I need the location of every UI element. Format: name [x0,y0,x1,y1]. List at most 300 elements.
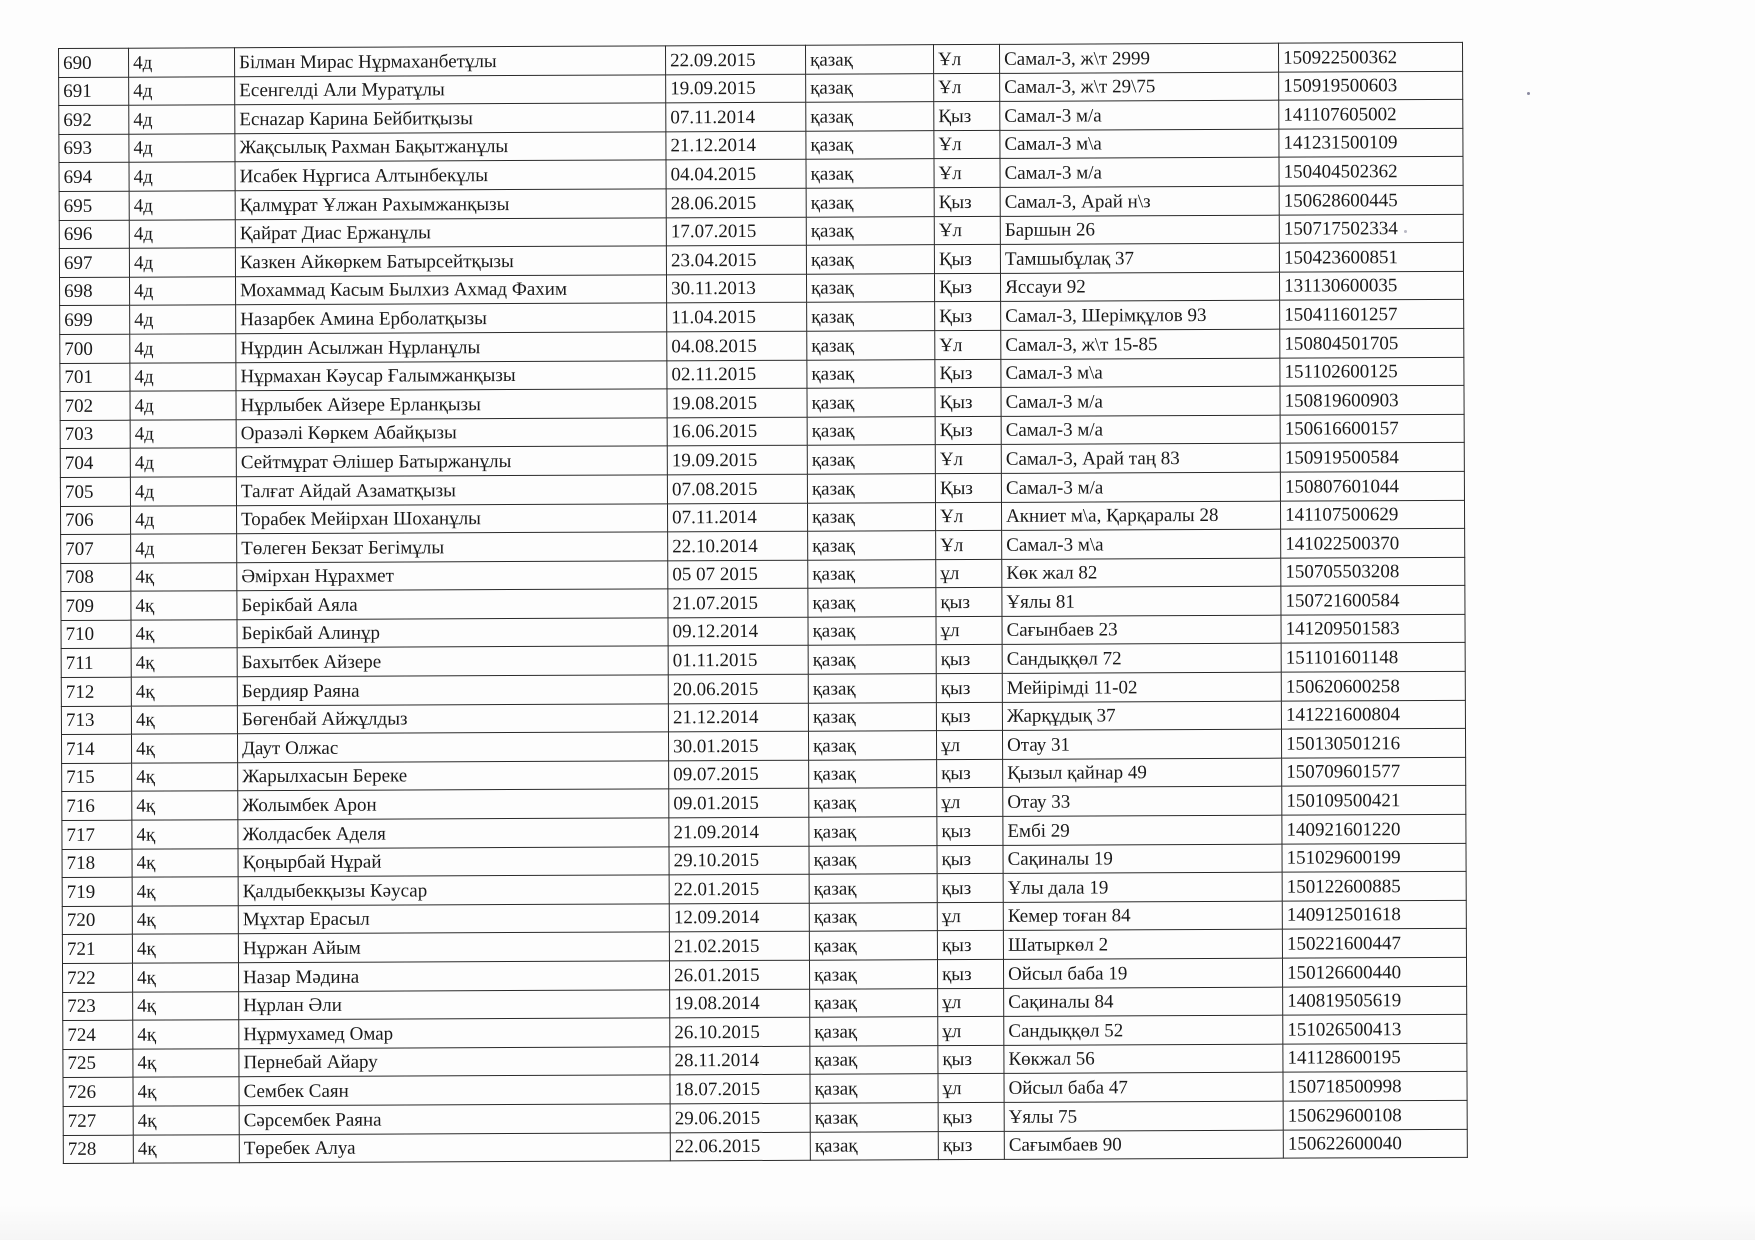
class-cell: 4қ [131,562,237,591]
roster-body [59,42,1468,1163]
sex-cell: Ұл [934,216,1000,245]
nationality-cell: қазақ [809,874,937,903]
row-number-cell: 701 [60,363,130,392]
birth-date-cell: 26.10.2015 [670,1017,810,1046]
iin-cell: 141128600195 [1283,1043,1467,1072]
student-name-cell: Нұрдин Асылжан Нұрланұлы [236,332,667,362]
student-name-cell: Есенгелді Али Муратұлы [235,74,666,104]
iin-cell: 150122600885 [1282,872,1466,901]
nationality-cell: қазақ [809,902,937,931]
row-number-cell: 718 [62,849,132,878]
address-cell: Самал-3 м\а [1000,129,1279,159]
birth-date-cell: 29.10.2015 [669,846,809,875]
student-name-cell: Қалдыбекқызы Кәусар [238,875,669,905]
iin-cell: 150411601257 [1280,300,1464,329]
student-name-cell: Исабек Нұргиса Алтынбекұлы [235,160,666,190]
class-cell: 4қ [132,963,238,992]
sex-cell: Ұл [935,330,1001,359]
student-name-cell: Білман Мирас Нұрмаханбетұлы [235,46,666,76]
iin-cell: 150620600258 [1281,671,1465,700]
student-name-cell: Берікбай Аяла [237,589,668,619]
row-number-cell: 721 [62,935,132,964]
class-cell: 4қ [131,648,237,677]
address-cell: Сағымбаев 90 [1004,1130,1283,1160]
row-number-cell: 692 [59,105,129,134]
student-name-cell: Нұрмухамед Омар [239,1018,670,1048]
student-name-cell: Нұржан Айым [238,932,669,962]
iin-cell: 141107500629 [1280,500,1464,529]
class-cell: 4д [130,391,236,420]
nationality-cell: қазақ [807,416,935,445]
iin-cell: 150709601577 [1282,757,1466,786]
iin-cell: 150705503208 [1281,557,1465,586]
sex-cell: қыз [937,874,1003,903]
address-cell: Қызыл қайнар 49 [1003,758,1282,788]
address-cell: Ұлы дала 19 [1003,872,1282,902]
class-cell: 4д [130,505,236,534]
birth-date-cell: 26.01.2015 [669,960,809,989]
row-number-cell: 696 [59,220,129,249]
class-cell: 4д [129,76,235,105]
class-cell: 4д [130,334,236,363]
address-cell: Самал-3, ж\т 2999 [999,43,1278,73]
row-number-cell: 710 [61,620,131,649]
iin-cell: 150919500603 [1279,71,1463,100]
address-cell: Самал-3 м/а [1000,100,1279,130]
nationality-cell: қазақ [807,502,935,531]
class-cell: 4қ [132,820,238,849]
student-name-cell: Қалмұрат Ұлжан Рахымжанқызы [235,189,666,219]
birth-date-cell: 09.01.2015 [669,789,809,818]
birth-date-cell: 01.11.2015 [668,646,808,675]
iin-cell: 150922500362 [1278,42,1462,71]
birth-date-cell: 09.07.2015 [669,760,809,789]
class-cell: 4д [130,305,236,334]
sex-cell: қыз [937,759,1003,788]
sex-cell: ұл [936,616,1002,645]
birth-date-cell: 20.06.2015 [668,674,808,703]
student-name-cell: Нұрмахан Кәусар Ғалымжанқызы [236,360,667,390]
nationality-cell: қазақ [810,1131,938,1160]
sex-cell: ұл [938,1074,1004,1103]
sex-cell: Қыз [935,416,1001,445]
class-cell: 4қ [132,934,238,963]
address-cell: Самал-3 м/а [1001,386,1280,416]
student-name-cell: Әмірхан Нұрахмет [237,561,668,591]
iin-cell: 150126600440 [1282,957,1466,986]
address-cell: Самал-3, Арай таң 83 [1001,443,1280,473]
birth-date-cell: 07.11.2014 [667,503,807,532]
row-number-cell: 724 [63,1020,133,1049]
nationality-cell: қазақ [809,817,937,846]
row-number-cell: 722 [62,963,132,992]
row-number-cell: 699 [60,306,130,335]
iin-cell: 141209501583 [1281,614,1465,643]
class-cell: 4қ [131,705,237,734]
address-cell: Баршын 26 [1000,215,1279,245]
iin-cell: 150423600851 [1279,243,1463,272]
sex-cell: Қыз [935,473,1001,502]
class-cell: 4қ [133,1077,239,1106]
nationality-cell: қазақ [809,788,937,817]
row-number-cell: 712 [61,677,131,706]
student-name-cell: Нұрлан Әли [239,989,670,1019]
iin-cell: 150628600445 [1279,185,1463,214]
address-cell: Самал-3 м\а [1002,529,1281,559]
birth-date-cell: 07.11.2014 [666,102,806,131]
iin-cell: 141231500109 [1279,128,1463,157]
nationality-cell: қазақ [806,245,934,274]
birth-date-cell: 04.04.2015 [666,160,806,189]
birth-date-cell: 17.07.2015 [666,217,806,246]
row-number-cell: 690 [59,48,129,77]
birth-date-cell: 18.07.2015 [670,1075,810,1104]
nationality-cell: қазақ [810,1103,938,1132]
nationality-cell: қазақ [810,1017,938,1046]
student-name-cell: Жолдасбек Аделя [238,818,669,848]
class-cell: 4қ [133,1106,239,1135]
row-number-cell: 713 [61,706,131,735]
class-cell: 4д [129,105,235,134]
birth-date-cell: 23.04.2015 [666,245,806,274]
sex-cell: Ұл [934,130,1000,159]
student-name-cell: Төребек Алуа [239,1132,670,1162]
address-cell: Самал-3 м/а [1001,472,1280,502]
address-cell: Сақиналы 84 [1004,987,1283,1017]
birth-date-cell: 12.09.2014 [669,903,809,932]
student-name-cell: Берікбай Алинұр [237,618,668,648]
sex-cell: Қыз [935,388,1001,417]
row-number-cell: 697 [59,248,129,277]
birth-date-cell: 22.09.2015 [665,45,805,74]
sex-cell: Ұл [934,73,1000,102]
student-name-cell: Мохаммад Касым Былхиз Ахмад Фахим [235,275,666,305]
class-cell: 4д [129,191,235,220]
birth-date-cell: 22.06.2015 [670,1132,810,1161]
address-cell: Көк жал 82 [1002,558,1281,588]
birth-date-cell: 28.11.2014 [670,1046,810,1075]
birth-date-cell: 19.09.2015 [666,74,806,103]
address-cell: Ойсыл баба 19 [1003,958,1282,988]
student-name-cell: Торабек Мейірхан Шоханұлы [236,503,667,533]
address-cell: Сақиналы 19 [1003,844,1282,874]
nationality-cell: қазақ [810,988,938,1017]
class-cell: 4д [131,534,237,563]
address-cell: Самал-3 м/а [1000,158,1279,188]
row-number-cell: 717 [62,820,132,849]
sex-cell: ұл [938,1017,1004,1046]
nationality-cell: қазақ [807,302,935,331]
sex-cell: Қыз [934,102,1000,131]
sex-cell: Қыз [935,359,1001,388]
nationality-cell: қазақ [808,645,936,674]
birth-date-cell: 21.02.2015 [669,932,809,961]
class-cell: 4қ [133,1134,239,1163]
class-cell: 4қ [131,620,237,649]
nationality-cell: қазақ [809,931,937,960]
iin-cell: 150622600040 [1283,1129,1467,1158]
table-row [63,1129,1467,1164]
student-name-cell: Жолымбек Арон [238,789,669,819]
class-cell: 4қ [132,906,238,935]
iin-cell: 150404502362 [1279,157,1463,186]
address-cell: Яссауи 92 [1000,272,1279,302]
nationality-cell: қазақ [806,73,934,102]
scan-speck [1404,230,1407,233]
student-name-cell: Бахытбек Айзере [237,646,668,676]
student-name-cell: Бөгенбай Айжұлдыз [237,703,668,733]
row-number-cell: 693 [59,134,129,163]
nationality-cell: қазақ [810,1045,938,1074]
row-number-cell: 704 [60,449,130,478]
address-cell: Самал-3 м\а [1001,358,1280,388]
nationality-cell: қазақ [809,960,937,989]
iin-cell: 150629600108 [1283,1100,1467,1129]
iin-cell: 150721600584 [1281,586,1465,615]
address-cell: Сандыққөл 72 [1002,644,1281,674]
iin-cell: 150221600447 [1282,929,1466,958]
nationality-cell: қазақ [807,331,935,360]
address-cell: Тамшыбұлақ 37 [1000,243,1279,273]
class-cell: 4д [129,248,235,277]
address-cell: Самал-3, ж\т 29\75 [1000,72,1279,102]
class-cell: 4қ [132,791,238,820]
student-name-cell: Мұхтар Ерасыл [238,904,669,934]
iin-cell: 150919500584 [1280,443,1464,472]
student-name-cell: Оразәлі Көркем Абайқызы [236,418,667,448]
class-cell: 4д [130,477,236,506]
class-cell: 4д [130,419,236,448]
nationality-cell: қазақ [808,731,936,760]
sex-cell: қыз [936,645,1002,674]
address-cell: Отау 33 [1003,787,1282,817]
class-cell: 4қ [133,1049,239,1078]
sex-cell: Қыз [935,302,1001,331]
student-name-cell: Казкен Айкөркем Батырсейтқызы [235,246,666,276]
nationality-cell: қазақ [809,845,937,874]
student-name-cell: Даут Олжас [237,732,668,762]
row-number-cell: 709 [61,591,131,620]
row-number-cell: 716 [62,792,132,821]
row-number-cell: 698 [60,277,130,306]
class-cell: 4қ [131,734,237,763]
sex-cell: Ұл [934,159,1000,188]
iin-cell: 150807601044 [1280,471,1464,500]
row-number-cell: 691 [59,77,129,106]
sex-cell: қыз [937,931,1003,960]
class-cell: 4д [130,448,236,477]
row-number-cell: 707 [61,534,131,563]
iin-cell: 150718500998 [1283,1072,1467,1101]
iin-cell: 140912501618 [1282,900,1466,929]
row-number-cell: 726 [63,1078,133,1107]
row-number-cell: 705 [60,477,130,506]
address-cell: Мейірімді 11-02 [1002,672,1281,702]
birth-date-cell: 21.09.2014 [669,817,809,846]
address-cell: Көкжал 56 [1004,1044,1283,1074]
address-cell: Шатыркөл 2 [1003,930,1282,960]
iin-cell: 141022500370 [1281,528,1465,557]
sex-cell: Ұл [935,502,1001,531]
birth-date-cell: 30.01.2015 [668,731,808,760]
birth-date-cell: 29.06.2015 [670,1103,810,1132]
row-number-cell: 723 [63,992,133,1021]
iin-cell: 150130501216 [1281,729,1465,758]
sex-cell: Ұл [936,530,1002,559]
birth-date-cell: 21.07.2015 [668,589,808,618]
sex-cell: Қыз [934,187,1000,216]
nationality-cell: қазақ [810,1074,938,1103]
row-number-cell: 715 [62,763,132,792]
nationality-cell: қазақ [807,474,935,503]
class-cell: 4д [129,48,235,77]
birth-date-cell: 19.08.2015 [667,388,807,417]
birth-date-cell: 16.06.2015 [667,417,807,446]
class-cell: 4қ [132,848,238,877]
address-cell: Самал-3, Арай н\з [1000,186,1279,216]
class-cell: 4қ [133,1020,239,1049]
sex-cell: қыз [936,673,1002,702]
nationality-cell: қазақ [807,445,935,474]
class-cell: 4қ [131,677,237,706]
student-name-cell: Назар Мәдина [238,961,669,991]
birth-date-cell: 22.10.2014 [668,531,808,560]
iin-cell: 151101601148 [1281,643,1465,672]
row-number-cell: 714 [61,734,131,763]
iin-cell: 151026500413 [1283,1015,1467,1044]
iin-cell: 150616600157 [1280,414,1464,443]
row-number-cell: 695 [59,191,129,220]
nationality-cell: қазақ [808,559,936,588]
student-roster-table [58,42,1468,1164]
sex-cell: қыз [938,1102,1004,1131]
row-number-cell: 719 [62,877,132,906]
sex-cell: қыз [937,959,1003,988]
address-cell: Ұялы 81 [1002,586,1281,616]
sex-cell: ұл [936,559,1002,588]
nationality-cell: қазақ [808,617,936,646]
student-name-cell: Пернебай Айару [239,1047,670,1077]
iin-cell: 150109500421 [1282,786,1466,815]
sex-cell: ұл [936,731,1002,760]
row-number-cell: 728 [63,1135,133,1164]
student-name-cell: Назарбек Амина Ерболатқызы [236,303,667,333]
birth-date-cell: 28.06.2015 [666,188,806,217]
sex-cell: қыз [936,702,1002,731]
class-cell: 4д [129,219,235,248]
row-number-cell: 708 [61,563,131,592]
address-cell: Отау 31 [1002,729,1281,759]
sex-cell: Қыз [934,273,1000,302]
row-number-cell: 711 [61,649,131,678]
scan-edge-shading [0,1205,1755,1240]
address-cell: Ойсыл баба 47 [1004,1073,1283,1103]
iin-cell: 141107605002 [1279,100,1463,129]
student-name-cell: Еснazap Карина Бейбитқызы [235,103,666,133]
row-number-cell: 725 [63,1049,133,1078]
class-cell: 4д [129,276,235,305]
birth-date-cell: 07.08.2015 [667,474,807,503]
birth-date-cell: 05 07 2015 [668,560,808,589]
sex-cell: Қыз [934,245,1000,274]
nationality-cell: қазақ [807,388,935,417]
scan-speck [1527,92,1530,95]
row-number-cell: 720 [62,906,132,935]
sex-cell: қыз [937,816,1003,845]
class-cell: 4д [129,162,235,191]
nationality-cell: қазақ [806,102,934,131]
student-name-cell: Бердияр Раяна [237,675,668,705]
class-cell: 4д [130,362,236,391]
sex-cell: ұл [938,988,1004,1017]
row-number-cell: 703 [60,420,130,449]
nationality-cell: қазақ [806,159,934,188]
nationality-cell: қазақ [808,702,936,731]
birth-date-cell: 02.11.2015 [667,360,807,389]
address-cell: Ембі 29 [1003,815,1282,845]
sex-cell: қыз [937,845,1003,874]
birth-date-cell: 30.11.2013 [666,274,806,303]
student-name-cell: Талғат Айдай Азаматқызы [236,475,667,505]
class-cell: 4қ [132,763,238,792]
iin-cell: 150717502334 [1279,214,1463,243]
iin-cell: 151102600125 [1280,357,1464,386]
iin-cell: 131130600035 [1279,271,1463,300]
iin-cell: 150804501705 [1280,328,1464,357]
student-name-cell: Жарылхасын Береке [238,761,669,791]
sex-cell: ұл [937,788,1003,817]
nationality-cell: қазақ [808,674,936,703]
address-cell: Самал-3, ж\т 15-85 [1001,329,1280,359]
class-cell: 4д [129,134,235,163]
student-name-cell: Сембек Саян [239,1075,670,1105]
student-name-cell: Сәрсембек Раяна [239,1104,670,1134]
address-cell: Жарқұдық 37 [1002,701,1281,731]
nationality-cell: қазақ [806,188,934,217]
nationality-cell: қазақ [806,130,934,159]
nationality-cell: қазақ [806,273,934,302]
student-name-cell: Қайрат Диас Ержанұлы [235,217,666,247]
address-cell: Акниет м\а, Қарқаралы 28 [1001,501,1280,531]
sex-cell: Ұл [933,44,999,73]
student-name-cell: Төлеген Бекзат Бегімұлы [237,532,668,562]
birth-date-cell: 09.12.2014 [668,617,808,646]
nationality-cell: қазақ [805,45,933,74]
iin-cell: 150819600903 [1280,385,1464,414]
birth-date-cell: 04.08.2015 [667,331,807,360]
sex-cell: қыз [936,588,1002,617]
student-name-cell: Нұрлыбек Айзере Ерланқызы [236,389,667,419]
address-cell: Самал-3, Шерімқұлов 93 [1001,301,1280,331]
address-cell: Сандыққөл 52 [1004,1015,1283,1045]
iin-cell: 141221600804 [1281,700,1465,729]
iin-cell: 140921601220 [1282,814,1466,843]
address-cell: Самал-3 м/а [1001,415,1280,445]
birth-date-cell: 19.09.2015 [667,446,807,475]
nationality-cell: қазақ [806,216,934,245]
row-number-cell: 700 [60,334,130,363]
class-cell: 4қ [131,591,237,620]
nationality-cell: қазақ [808,588,936,617]
row-number-cell: 694 [59,163,129,192]
nationality-cell: қазақ [808,531,936,560]
nationality-cell: қазақ [807,359,935,388]
sex-cell: қыз [938,1131,1004,1160]
student-name-cell: Қоңырбай Нұрай [238,846,669,876]
birth-date-cell: 19.08.2014 [670,989,810,1018]
address-cell: Ұялы 75 [1004,1101,1283,1131]
sex-cell: қыз [938,1045,1004,1074]
